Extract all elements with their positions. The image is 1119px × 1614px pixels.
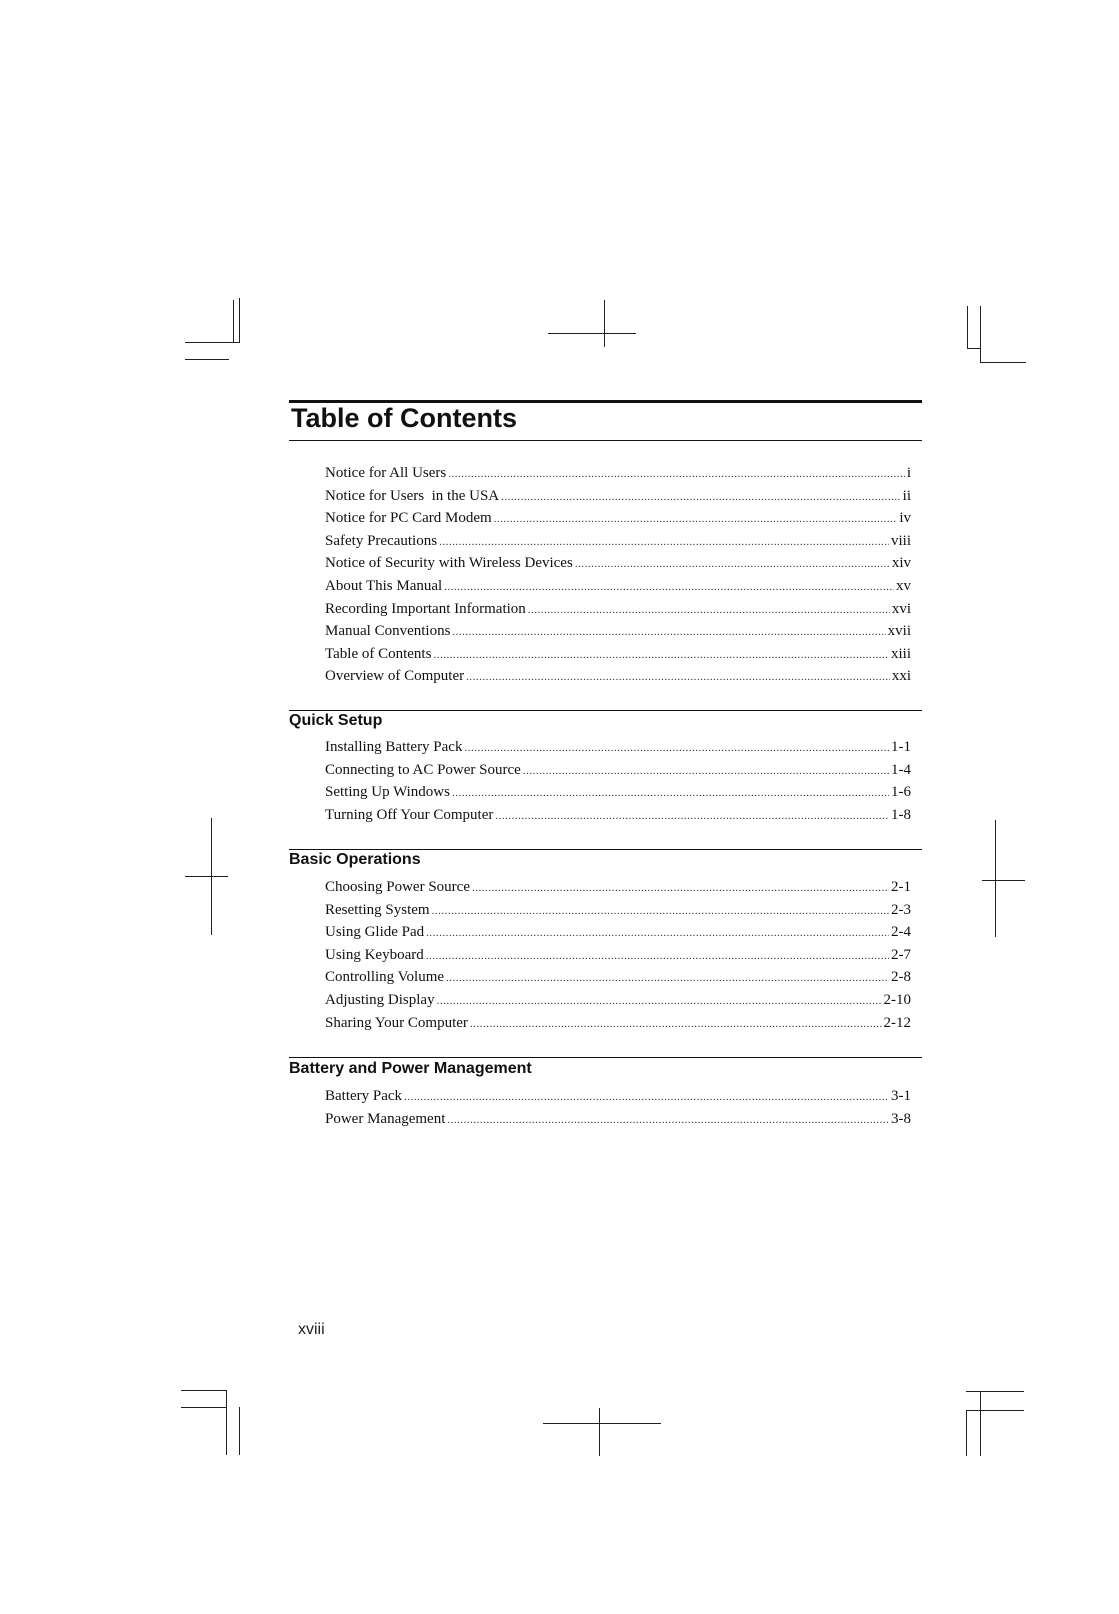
entry-title: Choosing Power Source: [325, 879, 470, 895]
entry-page: 2-7: [891, 946, 911, 963]
toc-entry[interactable]: [325, 966, 911, 989]
dot-leader: [426, 922, 889, 945]
entry-page: 2-4: [891, 924, 911, 941]
toc-entry[interactable]: [325, 598, 911, 621]
entry-page: iv: [899, 510, 911, 527]
dot-leader: [495, 805, 889, 828]
toc-entry[interactable]: [325, 759, 911, 782]
toc-entry[interactable]: [325, 1012, 911, 1035]
toc-entry[interactable]: [325, 485, 911, 508]
toc-entry[interactable]: [325, 944, 911, 967]
toc-entry[interactable]: [325, 1108, 911, 1131]
dot-leader: [446, 967, 889, 990]
page-title: Table of Contents: [291, 403, 517, 433]
entry-page: xiii: [890, 645, 911, 662]
entry-title: Table of Contents: [325, 645, 432, 662]
entry-page: xiv: [891, 555, 911, 572]
dot-leader: [432, 900, 889, 923]
entry-page: 3-8: [891, 1110, 911, 1127]
toc-entry[interactable]: [325, 575, 911, 598]
dot-leader: [466, 666, 890, 689]
toc-section-battery-power: [325, 1085, 911, 1130]
entry-title: Power Management: [325, 1110, 446, 1127]
entry-title: Overview of Computer: [325, 668, 465, 685]
dot-leader: [464, 737, 889, 760]
section-rule: [289, 1057, 922, 1058]
dot-leader: [437, 990, 882, 1013]
entry-title: Connecting to AC Power Source: [325, 761, 521, 778]
toc-entry[interactable]: [325, 899, 911, 922]
entry-page: xv: [896, 577, 911, 594]
section-heading-quick-setup: Quick Setup: [289, 712, 383, 729]
dot-leader: [494, 508, 898, 531]
toc-entry[interactable]: [325, 530, 911, 553]
dot-leader: [452, 621, 885, 644]
toc-entry[interactable]: [325, 876, 911, 899]
toc-section-basic-operations: [325, 876, 911, 1034]
section-heading-battery-power: Battery and Power Management: [289, 1060, 532, 1077]
toc-front-matter: [325, 462, 911, 688]
entry-page: 2-8: [891, 969, 911, 986]
dot-leader: [470, 1013, 882, 1036]
dot-leader: [426, 945, 889, 968]
entry-page: xvi: [891, 600, 911, 617]
toc-entry[interactable]: [325, 989, 911, 1012]
entry-title: Turning Off Your Computer: [325, 806, 494, 823]
entry-page: i: [906, 465, 911, 481]
section-heading-basic-operations: Basic Operations: [289, 851, 421, 868]
entry-title: Notice for Users in the USA: [325, 487, 500, 504]
entry-title: Installing Battery Pack: [325, 739, 463, 755]
toc-section-quick-setup: [325, 736, 911, 826]
entry-page: 2-1: [891, 879, 911, 895]
dot-leader: [472, 877, 889, 900]
title-bottom-rule: [289, 440, 922, 441]
entry-page: viii: [890, 532, 911, 549]
dot-leader: [452, 782, 889, 805]
toc-entry[interactable]: [325, 462, 911, 485]
entry-title: Adjusting Display: [325, 991, 435, 1008]
entry-page: 1-4: [891, 761, 911, 778]
entry-page: 1-6: [891, 784, 911, 801]
toc-entry[interactable]: [325, 507, 911, 530]
entry-title: Manual Conventions: [325, 623, 451, 640]
entry-title: Using Keyboard: [325, 946, 424, 963]
entry-title: Safety Precautions: [325, 532, 438, 549]
entry-title: Notice for PC Card Modem: [325, 510, 492, 527]
toc-entry[interactable]: [325, 781, 911, 804]
dot-leader: [575, 553, 890, 576]
toc-entry[interactable]: [325, 921, 911, 944]
toc-entry[interactable]: [325, 643, 911, 666]
entry-title: Notice for All Users: [325, 465, 447, 481]
entry-title: Notice of Security with Wireless Devices: [325, 555, 573, 572]
toc-entry[interactable]: [325, 736, 911, 759]
dot-leader: [528, 599, 890, 622]
entry-page: ii: [902, 487, 911, 504]
entry-title: About This Manual: [325, 577, 443, 594]
toc-entry[interactable]: [325, 552, 911, 575]
entry-page: xvii: [887, 623, 911, 640]
entry-title: Setting Up Windows: [325, 784, 450, 801]
dot-leader: [523, 760, 889, 783]
entry-title: Using Glide Pad: [325, 924, 425, 941]
entry-page: 2-3: [891, 901, 911, 918]
entry-title: Controlling Volume: [325, 969, 445, 986]
dot-leader: [433, 644, 889, 667]
entry-page: 1-8: [891, 806, 911, 823]
dot-leader: [404, 1086, 889, 1109]
entry-page: xxi: [891, 668, 911, 685]
toc-entry[interactable]: [325, 804, 911, 827]
toc-entry[interactable]: [325, 620, 911, 643]
entry-title: Resetting System: [325, 901, 430, 918]
dot-leader: [448, 463, 905, 486]
entry-page: 2-12: [883, 1014, 911, 1031]
entry-page: 1-1: [891, 739, 911, 755]
dot-leader: [501, 486, 901, 509]
entry-page: 2-10: [883, 991, 911, 1008]
entry-title: Recording Important Information: [325, 600, 526, 617]
entry-title: Battery Pack: [325, 1088, 403, 1104]
toc-entry[interactable]: [325, 665, 911, 688]
dot-leader: [444, 576, 894, 599]
page-number: xviii: [298, 1321, 325, 1338]
entry-title: Sharing Your Computer: [325, 1014, 468, 1031]
dot-leader: [447, 1109, 889, 1132]
toc-entry[interactable]: [325, 1085, 911, 1108]
section-rule: [289, 710, 922, 711]
entry-page: 3-1: [891, 1088, 911, 1104]
dot-leader: [439, 531, 889, 554]
